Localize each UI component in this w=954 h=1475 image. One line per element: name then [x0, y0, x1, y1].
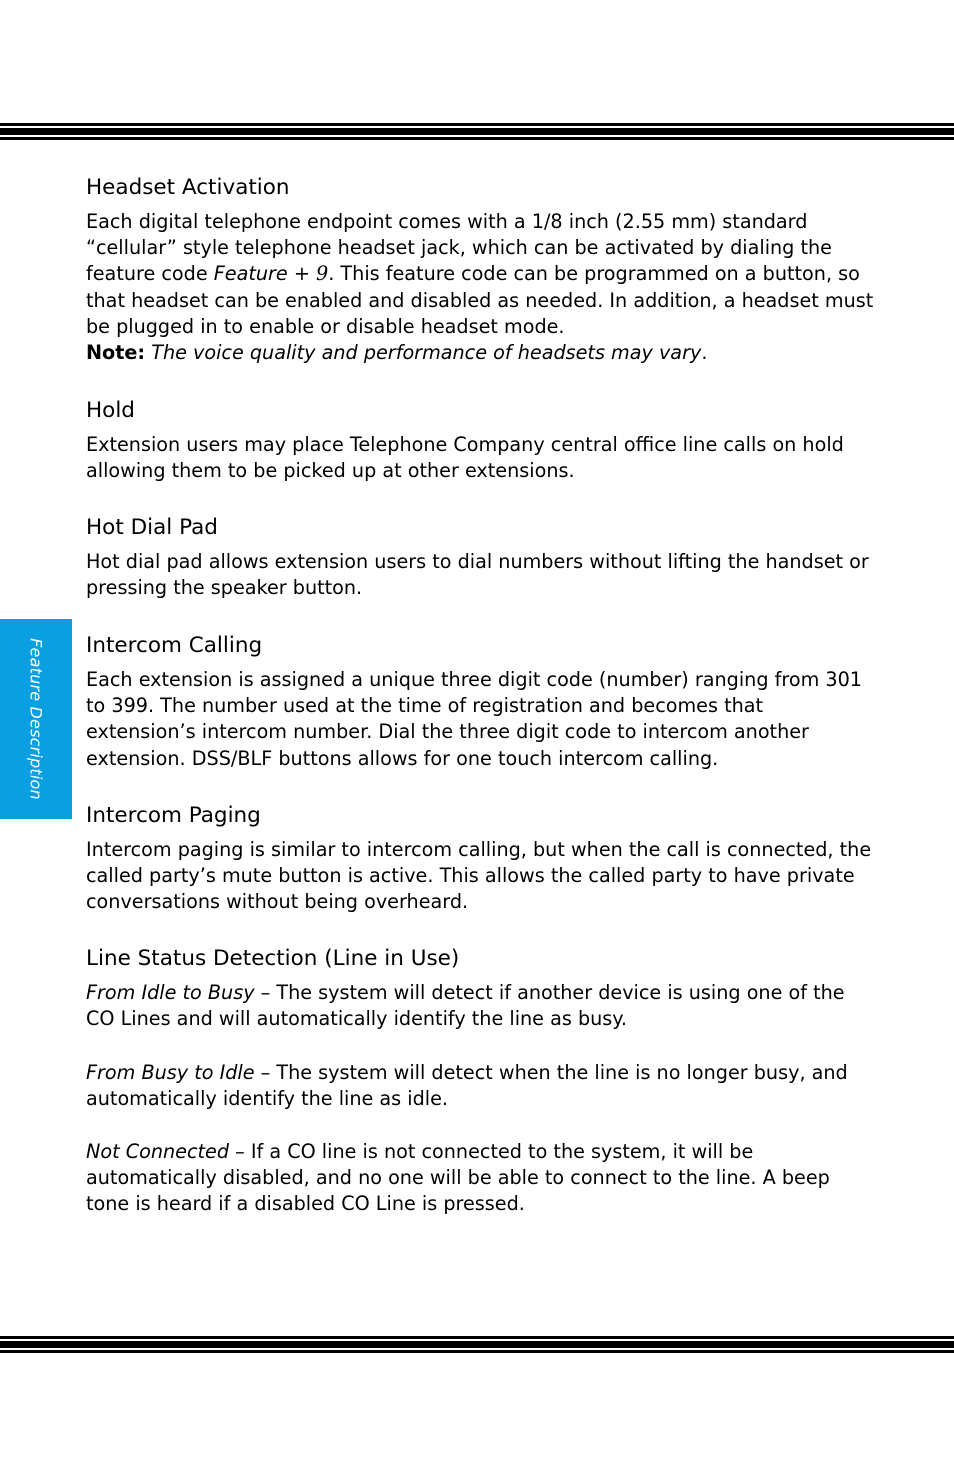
list-item: From Busy to Idle – The system will detect when the line is no longer busy, and automatically identify the line as idle.: [86, 1061, 848, 1111]
feature-code: Feature + 9: [213, 262, 329, 286]
section-headset: [86, 173, 876, 366]
list-item: From Idle to Busy – The system will detect if another device is using one of the CO Lines and will automatically identify the line as busy.: [86, 981, 845, 1031]
header-rule: [0, 123, 954, 140]
note: Note: The voice quality and performance of headsets may vary.: [86, 341, 708, 365]
section-intercom-paging: [86, 801, 876, 916]
section-intercom-calling: [86, 631, 876, 772]
section-body: Intercom paging is similar to intercom calling, but when the call is connected, the called party’s mute button is active. This allows the called party to have private conversations without being overheard.: [86, 838, 872, 914]
item-term: From Busy to Idle: [86, 1061, 255, 1084]
section-body: Hot dial pad allows extension users to dial numbers without lifting the handset or pressing the speaker button.: [86, 550, 869, 600]
section-title: Hold: [86, 398, 135, 423]
section-line-status-3: [86, 1139, 876, 1218]
list-item: Not Connected – If a CO line is not connected to the system, it will be automatically disabled, and no one will be able to connect to the line. A beep tone is heard if a disabled CO Line is pressed.: [86, 1140, 830, 1216]
side-tab: [0, 619, 72, 819]
footer-rule: [0, 1336, 954, 1353]
section-title: Intercom Calling: [86, 633, 263, 658]
section-line-status-2: [86, 1060, 876, 1112]
section-title: Line Status Detection (Line in Use): [86, 946, 460, 971]
section-body: Each digital telephone endpoint comes with a 1/8 inch (2.55 mm) standard “cellular” style telephone headset jack, which can be activated by dialing the feature code Feature + 9. This feature code can be programmed on a button, so that headset can be enabled and disabled as needed. In addition, a headset must be plugged in to enable or disable headset mode.: [86, 210, 874, 338]
note-text: The voice quality and performance of headsets may vary: [151, 341, 702, 365]
item-term: From Idle to Busy: [86, 981, 255, 1004]
section-line-status: [86, 944, 876, 1032]
note-label: Note:: [86, 341, 146, 365]
section-hot-dial-pad: [86, 513, 876, 601]
side-tab-label: Feature Description: [26, 638, 46, 800]
section-title: Headset Activation: [86, 175, 290, 200]
section-title: Intercom Paging: [86, 803, 261, 828]
item-term: Not Connected: [86, 1140, 230, 1163]
section-body: Each extension is assigned a unique three digit code (number) ranging from 301 to 399. The number used at the time of registration and becomes that extension’s intercom number. Dial the three digit code to intercom another extension. DSS/BLF buttons allows for one touch intercom calling.: [86, 668, 862, 770]
section-hold: [86, 396, 876, 484]
section-title: Hot Dial Pad: [86, 515, 218, 540]
section-body: Extension users may place Telephone Company central office line calls on hold allowing them to be picked up at other extensions.: [86, 433, 844, 483]
